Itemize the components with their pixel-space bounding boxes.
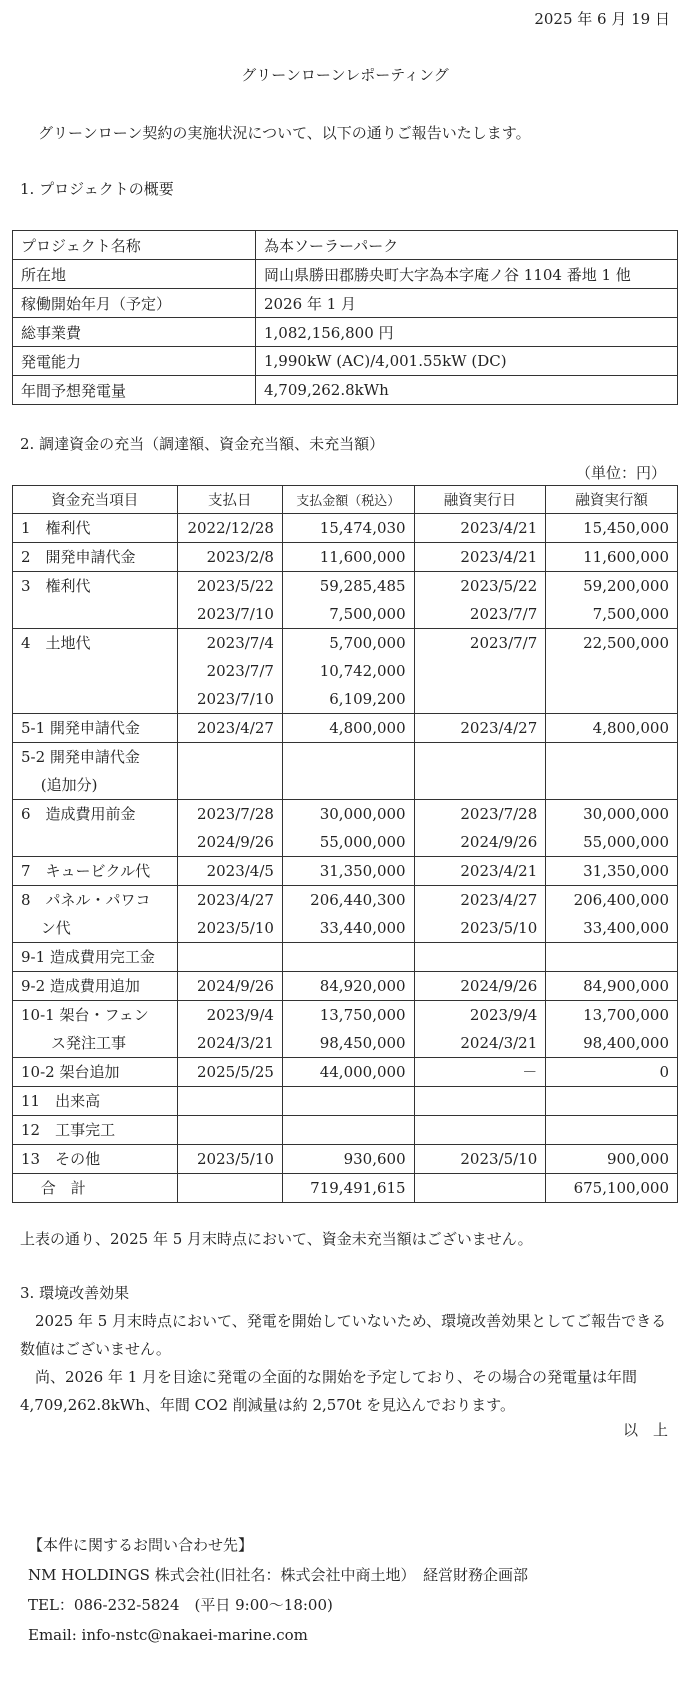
cell-loan-date <box>414 714 546 743</box>
allocation-note: 上表の通り、2025 年 5 月末時点において、資金未充当額はございません。 <box>20 1230 533 1248</box>
loan-amount-line: 33,400,000 <box>583 919 669 937</box>
table-row <box>13 943 678 972</box>
cell-pay-date <box>177 629 282 714</box>
loan-date-line: － <box>522 1063 538 1081</box>
cell-pay-date <box>177 886 282 943</box>
cell-item <box>13 543 178 572</box>
pay-amount-line: 11,600,000 <box>319 548 406 566</box>
overview-label: 年間予想発電量 <box>13 376 256 405</box>
pay-amount-line <box>283 943 414 971</box>
cell-loan-amount <box>546 943 678 972</box>
pay-date-line: 2025/5/25 <box>197 1063 274 1081</box>
cell-pay-date <box>177 1174 282 1203</box>
cell-pay-amount <box>282 1145 414 1174</box>
cell-loan-date <box>414 857 546 886</box>
loan-amount-line: 31,350,000 <box>583 862 669 880</box>
table-row <box>13 972 678 1001</box>
cell-pay-amount <box>282 943 414 972</box>
loan-amount-line: 4,800,000 <box>592 719 669 737</box>
loan-date-line: 2023/9/4 <box>469 1006 538 1024</box>
item-line <box>13 657 177 685</box>
col-header-pay-date: 支払日 <box>177 486 282 514</box>
item-line: 9-2 造成費用追加 <box>21 977 140 995</box>
item-line: ス発注工事 <box>21 1034 127 1052</box>
cell-item <box>13 629 178 714</box>
loan-date-line: 2023/5/10 <box>460 919 538 937</box>
cell-pay-date <box>177 1058 282 1087</box>
cell-loan-amount <box>546 543 678 572</box>
loan-date-line: 2024/9/26 <box>460 833 538 851</box>
cell-pay-amount <box>282 543 414 572</box>
cell-loan-amount <box>546 1087 678 1116</box>
col-header-loan-amount: 融資実行額 <box>546 486 678 514</box>
pay-amount-line: 98,450,000 <box>319 1034 406 1052</box>
pay-amount-line: 4,800,000 <box>329 719 406 737</box>
pay-amount-line: 10,742,000 <box>319 662 406 680</box>
loan-date-line <box>415 685 546 713</box>
cell-loan-date <box>414 972 546 1001</box>
pay-date-line <box>178 943 282 971</box>
loan-amount-line: 98,400,000 <box>583 1034 669 1052</box>
cell-pay-amount <box>282 629 414 714</box>
cell-item <box>13 1116 178 1145</box>
loan-date-line <box>415 657 546 685</box>
loan-date-line: 2023/5/10 <box>460 1150 538 1168</box>
overview-value: 2026 年 1 月 <box>256 289 678 318</box>
cell-pay-amount <box>282 743 414 800</box>
pay-amount-line: 44,000,000 <box>319 1063 406 1081</box>
cell-loan-amount <box>546 1145 678 1174</box>
cell-pay-date <box>177 1087 282 1116</box>
pay-amount-line: 6,109,200 <box>329 690 406 708</box>
loan-date-line: 2023/4/21 <box>460 862 538 880</box>
item-line: 9-1 造成費用完工金 <box>21 948 155 966</box>
cell-pay-date <box>177 543 282 572</box>
pay-date-line: 2023/7/4 <box>206 634 274 652</box>
loan-amount-line: 13,700,000 <box>583 1006 669 1024</box>
cell-loan-amount <box>546 800 678 857</box>
pay-amount-line <box>283 743 414 771</box>
cell-loan-date <box>414 1145 546 1174</box>
pay-amount-line: 59,285,485 <box>319 577 406 595</box>
pay-amount-line: 84,920,000 <box>319 977 406 995</box>
contact-tel: TEL：086-232-5824 (平日 9:00～18:00) <box>28 1596 333 1614</box>
cell-loan-date <box>414 629 546 714</box>
contact-block <box>28 1530 528 1650</box>
item-line: 10-2 架台追加 <box>21 1063 120 1081</box>
contact-heading: 【本件に関するお問い合わせ先】 <box>28 1536 254 1554</box>
cell-pay-amount <box>282 514 414 543</box>
pay-amount-line: 7,500,000 <box>329 605 406 623</box>
pay-amount-line <box>283 771 414 799</box>
pay-date-line: 2023/7/10 <box>197 605 274 623</box>
item-line: 6 造成費用前金 <box>21 805 136 823</box>
table-header-row <box>13 486 678 514</box>
loan-date-line: 2024/3/21 <box>460 1034 538 1052</box>
cell-pay-date <box>177 1116 282 1145</box>
table-row <box>13 1058 678 1087</box>
loan-date-line: 2023/7/7 <box>469 605 538 623</box>
cell-loan-date <box>414 572 546 629</box>
cell-loan-amount <box>546 629 678 714</box>
item-line <box>13 600 177 628</box>
cell-loan-date <box>414 1087 546 1116</box>
item-line: 12 工事完工 <box>21 1121 116 1139</box>
pay-date-line: 2023/7/28 <box>197 805 274 823</box>
cell-pay-date <box>177 1145 282 1174</box>
cell-loan-date <box>414 1174 546 1203</box>
section3-heading: 3. 環境改善効果 <box>20 1284 130 1302</box>
cell-loan-date <box>414 886 546 943</box>
cell-item <box>13 800 178 857</box>
overview-label: 発電能力 <box>13 347 256 376</box>
pay-date-line: 2023/9/4 <box>206 1006 274 1024</box>
item-line: 4 土地代 <box>21 634 91 652</box>
unit-label: （単位：円） <box>575 464 666 482</box>
item-line: 13 その他 <box>21 1150 101 1168</box>
section1-heading: 1. プロジェクトの概要 <box>20 180 174 198</box>
cell-item <box>13 514 178 543</box>
cell-pay-amount <box>282 886 414 943</box>
table-row <box>13 1145 678 1174</box>
loan-date-line: 2023/7/28 <box>460 805 538 823</box>
cell-loan-date <box>414 514 546 543</box>
cell-loan-date <box>414 943 546 972</box>
cell-pay-amount <box>282 1116 414 1145</box>
loan-amount-line <box>546 943 677 971</box>
loan-date-line: 2024/9/26 <box>460 977 538 995</box>
loan-date-line <box>415 1174 546 1202</box>
pay-amount-line <box>283 1116 414 1144</box>
table-row <box>13 1087 678 1116</box>
section2-heading: 2. 調達資金の充当（調達額、資金充当額、未充当額） <box>20 435 385 453</box>
cell-pay-amount <box>282 857 414 886</box>
overview-value: 4,709,262.8kWh <box>256 376 678 405</box>
cell-pay-date <box>177 943 282 972</box>
cell-item <box>13 1058 178 1087</box>
overview-value: 1,990kW (AC)/4,001.55kW (DC) <box>256 347 678 376</box>
cell-item <box>13 1145 178 1174</box>
item-line <box>13 685 177 713</box>
cell-item <box>13 1087 178 1116</box>
table-row <box>13 1001 678 1058</box>
cell-pay-amount <box>282 800 414 857</box>
pay-amount-line: 30,000,000 <box>319 805 406 823</box>
loan-date-line <box>415 943 546 971</box>
pay-date-line: 2023/5/10 <box>197 1150 274 1168</box>
pay-date-line <box>178 1116 282 1144</box>
cell-loan-date <box>414 1116 546 1145</box>
closing-mark: 以 上 <box>622 1421 668 1439</box>
table-row <box>13 857 678 886</box>
loan-date-line <box>415 771 546 799</box>
item-line: 合 計 <box>21 1179 86 1197</box>
cell-loan-date <box>414 1058 546 1087</box>
loan-amount-line: 675,100,000 <box>573 1179 669 1197</box>
cell-loan-amount <box>546 1116 678 1145</box>
section3-paragraph-1: 2025 年 5 月末時点において、発電を開始していないため、環境改善効果としてご報告できる数値はございません。 <box>20 1312 667 1358</box>
item-line: 11 出来高 <box>21 1092 101 1110</box>
overview-row <box>13 231 678 260</box>
loan-date-line <box>415 1116 546 1144</box>
pay-amount-line: 33,440,000 <box>319 919 406 937</box>
cell-pay-date <box>177 972 282 1001</box>
cell-loan-amount <box>546 857 678 886</box>
table-row <box>13 1116 678 1145</box>
pay-date-line: 2023/4/27 <box>197 719 274 737</box>
loan-amount-line <box>546 771 677 799</box>
cell-loan-date <box>414 1001 546 1058</box>
pay-date-line: 2023/2/8 <box>206 548 274 566</box>
cell-pay-date <box>177 714 282 743</box>
loan-amount-line: 59,200,000 <box>583 577 669 595</box>
col-header-loan-date: 融資実行日 <box>414 486 546 514</box>
loan-amount-line: 900,000 <box>606 1150 669 1168</box>
cell-loan-amount <box>546 972 678 1001</box>
loan-amount-line <box>546 1116 677 1144</box>
cell-pay-date <box>177 743 282 800</box>
table-row <box>13 1174 678 1203</box>
intro-text: グリーンローン契約の実施状況について、以下の通りご報告いたします。 <box>38 124 531 142</box>
pay-amount-line: 719,491,615 <box>310 1179 406 1197</box>
loan-amount-line: 22,500,000 <box>583 634 669 652</box>
contact-company: NM HOLDINGS 株式会社(旧社名：株式会社中商土地） 経営財務企画部 <box>28 1566 529 1584</box>
table-row <box>13 629 678 714</box>
item-line: ン代 <box>21 919 71 937</box>
fund-allocation-table <box>12 485 678 1203</box>
table-row <box>13 714 678 743</box>
loan-date-line: 2023/4/21 <box>460 519 538 537</box>
cell-loan-amount <box>546 1001 678 1058</box>
table-row <box>13 572 678 629</box>
cell-item <box>13 943 178 972</box>
table-row <box>13 886 678 943</box>
loan-amount-line: 206,400,000 <box>573 891 669 909</box>
overview-label: プロジェクト名称 <box>13 231 256 260</box>
cell-pay-amount <box>282 572 414 629</box>
cell-item <box>13 886 178 943</box>
cell-loan-amount <box>546 1058 678 1087</box>
pay-amount-line: 206,440,300 <box>310 891 406 909</box>
section3-paragraph-2: 尚、2026 年 1 月を目途に発電の全面的な開始を予定しており、その場合の発電量は年間 4,709,262.8kWh、年間 CO2 削減量は約 2,570t を見込んでおります。 <box>20 1368 638 1414</box>
cell-pay-amount <box>282 1174 414 1203</box>
pay-date-line: 2023/7/7 <box>206 662 274 680</box>
cell-loan-amount <box>546 572 678 629</box>
cell-item <box>13 972 178 1001</box>
pay-amount-line <box>283 1087 414 1115</box>
overview-label: 所在地 <box>13 260 256 289</box>
loan-amount-line: 84,900,000 <box>583 977 669 995</box>
cell-pay-date <box>177 1001 282 1058</box>
table-row <box>13 543 678 572</box>
pay-date-line: 2024/9/26 <box>197 833 274 851</box>
loan-date-line <box>415 1087 546 1115</box>
cell-pay-amount <box>282 1058 414 1087</box>
pay-date-line: 2022/12/28 <box>187 519 274 537</box>
cell-loan-amount <box>546 886 678 943</box>
pay-date-line <box>178 1087 282 1115</box>
table-row <box>13 800 678 857</box>
pay-date-line: 2023/4/5 <box>206 862 274 880</box>
contact-email: Email: info-nstc@nakaei-marine.com <box>28 1626 308 1644</box>
loan-date-line: 2023/4/27 <box>460 891 538 909</box>
pay-date-line: 2023/5/10 <box>197 919 274 937</box>
loan-amount-line: 7,500,000 <box>592 605 669 623</box>
loan-date-line: 2023/4/27 <box>460 719 538 737</box>
pay-amount-line: 15,474,030 <box>319 519 406 537</box>
item-line: 7 キュービクル代 <box>21 862 151 880</box>
pay-amount-line: 13,750,000 <box>319 1006 406 1024</box>
col-header-pay-amount: 支払金額（税込） <box>282 486 414 514</box>
pay-date-line: 2023/7/10 <box>197 690 274 708</box>
cell-pay-amount <box>282 714 414 743</box>
loan-amount-line <box>546 685 677 713</box>
cell-pay-amount <box>282 972 414 1001</box>
overview-row <box>13 347 678 376</box>
cell-loan-date <box>414 743 546 800</box>
pay-amount-line: 31,350,000 <box>319 862 406 880</box>
item-line: 10-1 架台・フェン <box>21 1006 149 1024</box>
overview-row <box>13 376 678 405</box>
pay-amount-line: 930,600 <box>343 1150 406 1168</box>
pay-date-line: 2024/3/21 <box>197 1034 274 1052</box>
cell-item <box>13 714 178 743</box>
cell-loan-amount <box>546 1174 678 1203</box>
cell-loan-amount <box>546 514 678 543</box>
loan-amount-line: 15,450,000 <box>583 519 669 537</box>
cell-pay-amount <box>282 1001 414 1058</box>
pay-amount-line: 5,700,000 <box>329 634 406 652</box>
pay-date-line: 2023/5/22 <box>197 577 274 595</box>
pay-amount-line: 55,000,000 <box>319 833 406 851</box>
item-line: 8 パネル・パワコ <box>21 891 151 909</box>
loan-date-line <box>415 743 546 771</box>
overview-value: 1,082,156,800 円 <box>256 318 678 347</box>
cell-pay-amount <box>282 1087 414 1116</box>
overview-label: 稼働開始年月（予定） <box>13 289 256 318</box>
item-line <box>13 828 177 856</box>
loan-date-line: 2023/4/21 <box>460 548 538 566</box>
overview-value: 為本ソーラーパーク <box>256 231 678 260</box>
page-title: グリーンローンレポーティング <box>241 66 449 84</box>
cell-pay-date <box>177 857 282 886</box>
cell-item <box>13 743 178 800</box>
cell-pay-date <box>177 572 282 629</box>
loan-date-line: 2023/5/22 <box>460 577 538 595</box>
pay-date-line <box>178 743 282 771</box>
item-line: 5-2 開発申請代金 <box>21 748 140 766</box>
cell-loan-date <box>414 800 546 857</box>
project-overview-table <box>12 230 678 405</box>
pay-date-line <box>178 771 282 799</box>
item-line: 5-1 開発申請代金 <box>21 719 140 737</box>
cell-pay-date <box>177 514 282 543</box>
col-header-item: 資金充当項目 <box>13 486 178 514</box>
loan-amount-line: 55,000,000 <box>583 833 669 851</box>
item-line: 3 権利代 <box>21 577 91 595</box>
cell-item <box>13 1001 178 1058</box>
loan-amount-line: 0 <box>659 1063 669 1081</box>
loan-amount-line <box>546 1087 677 1115</box>
overview-value: 岡山県勝田郡勝央町大字為本字庵ノ谷 1104 番地 1 他 <box>256 260 678 289</box>
loan-date-line: 2023/7/7 <box>469 634 538 652</box>
item-line: 2 開発申請代金 <box>21 548 136 566</box>
pay-date-line: 2023/4/27 <box>197 891 274 909</box>
overview-row <box>13 260 678 289</box>
cell-loan-amount <box>546 743 678 800</box>
cell-item <box>13 572 178 629</box>
table-row <box>13 743 678 800</box>
loan-amount-line: 30,000,000 <box>583 805 669 823</box>
item-line: 1 権利代 <box>21 519 91 537</box>
loan-amount-line <box>546 657 677 685</box>
report-date: 2025 年 6 月 19 日 <box>534 10 670 28</box>
overview-row <box>13 289 678 318</box>
cell-item <box>13 1174 178 1203</box>
item-line: (追加分) <box>21 776 98 794</box>
loan-amount-line: 11,600,000 <box>583 548 669 566</box>
loan-amount-line <box>546 743 677 771</box>
overview-row <box>13 318 678 347</box>
pay-date-line: 2024/9/26 <box>197 977 274 995</box>
table-row <box>13 514 678 543</box>
cell-loan-amount <box>546 714 678 743</box>
cell-pay-date <box>177 800 282 857</box>
cell-item <box>13 857 178 886</box>
cell-loan-date <box>414 543 546 572</box>
pay-date-line <box>178 1174 282 1202</box>
overview-label: 総事業費 <box>13 318 256 347</box>
